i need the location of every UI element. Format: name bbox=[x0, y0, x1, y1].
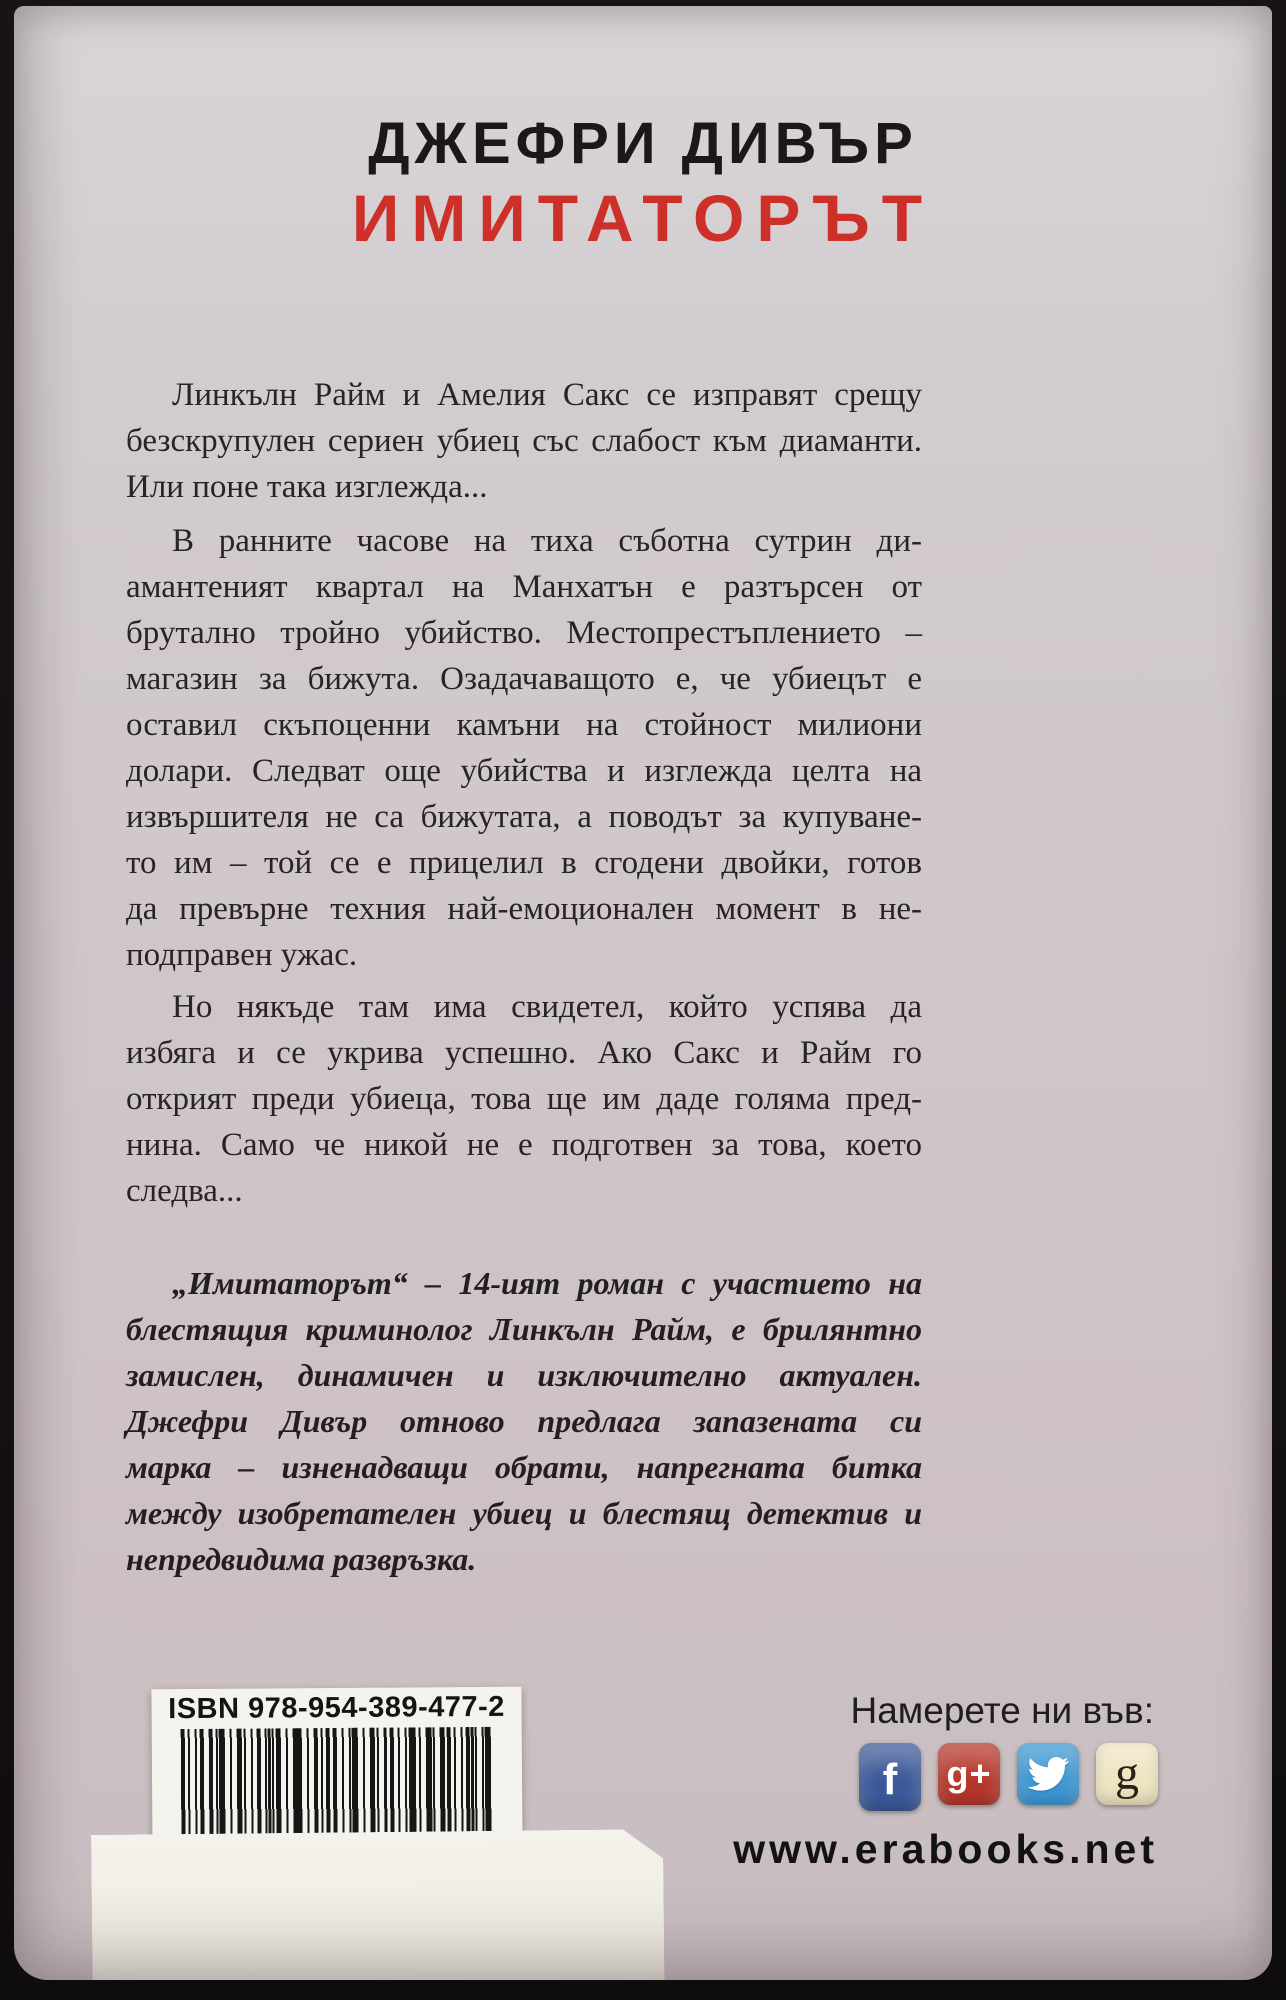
text-line: блестящия криминолог Линкълн Райм, е брилянтно bbox=[126, 1311, 922, 1347]
text-line: непредвидима развръзка. bbox=[126, 1541, 477, 1577]
text-line: Джефри Дивър отново предлага запазената си bbox=[126, 1403, 922, 1439]
author-name: ДЖЕФРИ ДИВЪР bbox=[368, 111, 918, 176]
synopsis-paragraph-2 bbox=[126, 518, 922, 978]
text-line: Или поне така изглежда... bbox=[126, 469, 488, 505]
synopsis-paragraph-1 bbox=[126, 372, 922, 510]
book-back-cover bbox=[14, 6, 1272, 1980]
text-line: извършителя не са бижутата, а поводът за купуване- bbox=[126, 799, 922, 835]
text-line: да превърне техния най-емоционален момент в не- bbox=[126, 891, 922, 927]
text-line: Линкълн Райм и Амелия Сакс се изправят срещу bbox=[172, 377, 922, 413]
text-line: Но някъде там има свидетел, който успява да bbox=[172, 989, 922, 1025]
publisher-footer bbox=[634, 1690, 1158, 1873]
text-line: амантеният квартал на Манхатън е разтърсен от bbox=[126, 569, 922, 605]
text-line: магазин за бижута. Озадачаващото е, че убиецът е bbox=[126, 661, 922, 697]
social-icons-row bbox=[634, 1743, 1158, 1811]
find-us-label: Намерете ни във: bbox=[850, 1690, 1154, 1731]
text-line: оставил скъпоценни камъни на стойност милиони bbox=[126, 707, 922, 743]
goodreads-icon: g bbox=[1096, 1743, 1158, 1805]
text-line: В ранните часове на тиха съботна сутрин ди- bbox=[172, 523, 922, 559]
website-url: www.erabooks.net bbox=[733, 1826, 1158, 1872]
text-line: следва... bbox=[126, 1173, 243, 1209]
text-line: „Имитаторът“ – 14-ият роман с участието на bbox=[172, 1265, 922, 1301]
text-line: то им – той се е прицелил в сгодени двойки, готов bbox=[126, 845, 922, 881]
isbn-number: ISBN 978-954-389-477-2 bbox=[168, 1690, 505, 1726]
review-paragraph bbox=[126, 1260, 922, 1582]
blank-sticker bbox=[91, 1829, 665, 1980]
twitter-icon bbox=[1017, 1743, 1079, 1805]
twitter-bird-glyph bbox=[1026, 1752, 1070, 1796]
book-title: ИМИТАТОРЪТ bbox=[351, 181, 935, 255]
text-line: открият преди убиеца, това ще им даде голяма пред- bbox=[126, 1081, 922, 1117]
text-line: марка – изненадващи обрати, напрегната битка bbox=[126, 1449, 922, 1485]
synopsis-paragraph-3 bbox=[126, 984, 922, 1214]
text-line: нина. Само че никой не е подготвен за това, което bbox=[126, 1127, 922, 1163]
text-line: замислен, динамичен и изключително актуален. bbox=[126, 1357, 922, 1393]
text-line: между изобретателен убиец и блестящ детектив и bbox=[126, 1495, 922, 1531]
facebook-icon: f bbox=[859, 1743, 921, 1811]
text-line: долари. Следват още убийства и изглежда целта на bbox=[126, 753, 922, 789]
text-line: брутално тройно убийство. Местопрестъплението – bbox=[126, 615, 922, 651]
text-line: подправен ужас. bbox=[126, 937, 358, 973]
text-line: избяга и се укрива успешно. Ако Сакс и Райм го bbox=[126, 1035, 922, 1071]
google-plus-icon: g+ bbox=[938, 1743, 1000, 1805]
text-line: безскрупулен сериен убиец със слабост към диаманти. bbox=[126, 423, 922, 459]
